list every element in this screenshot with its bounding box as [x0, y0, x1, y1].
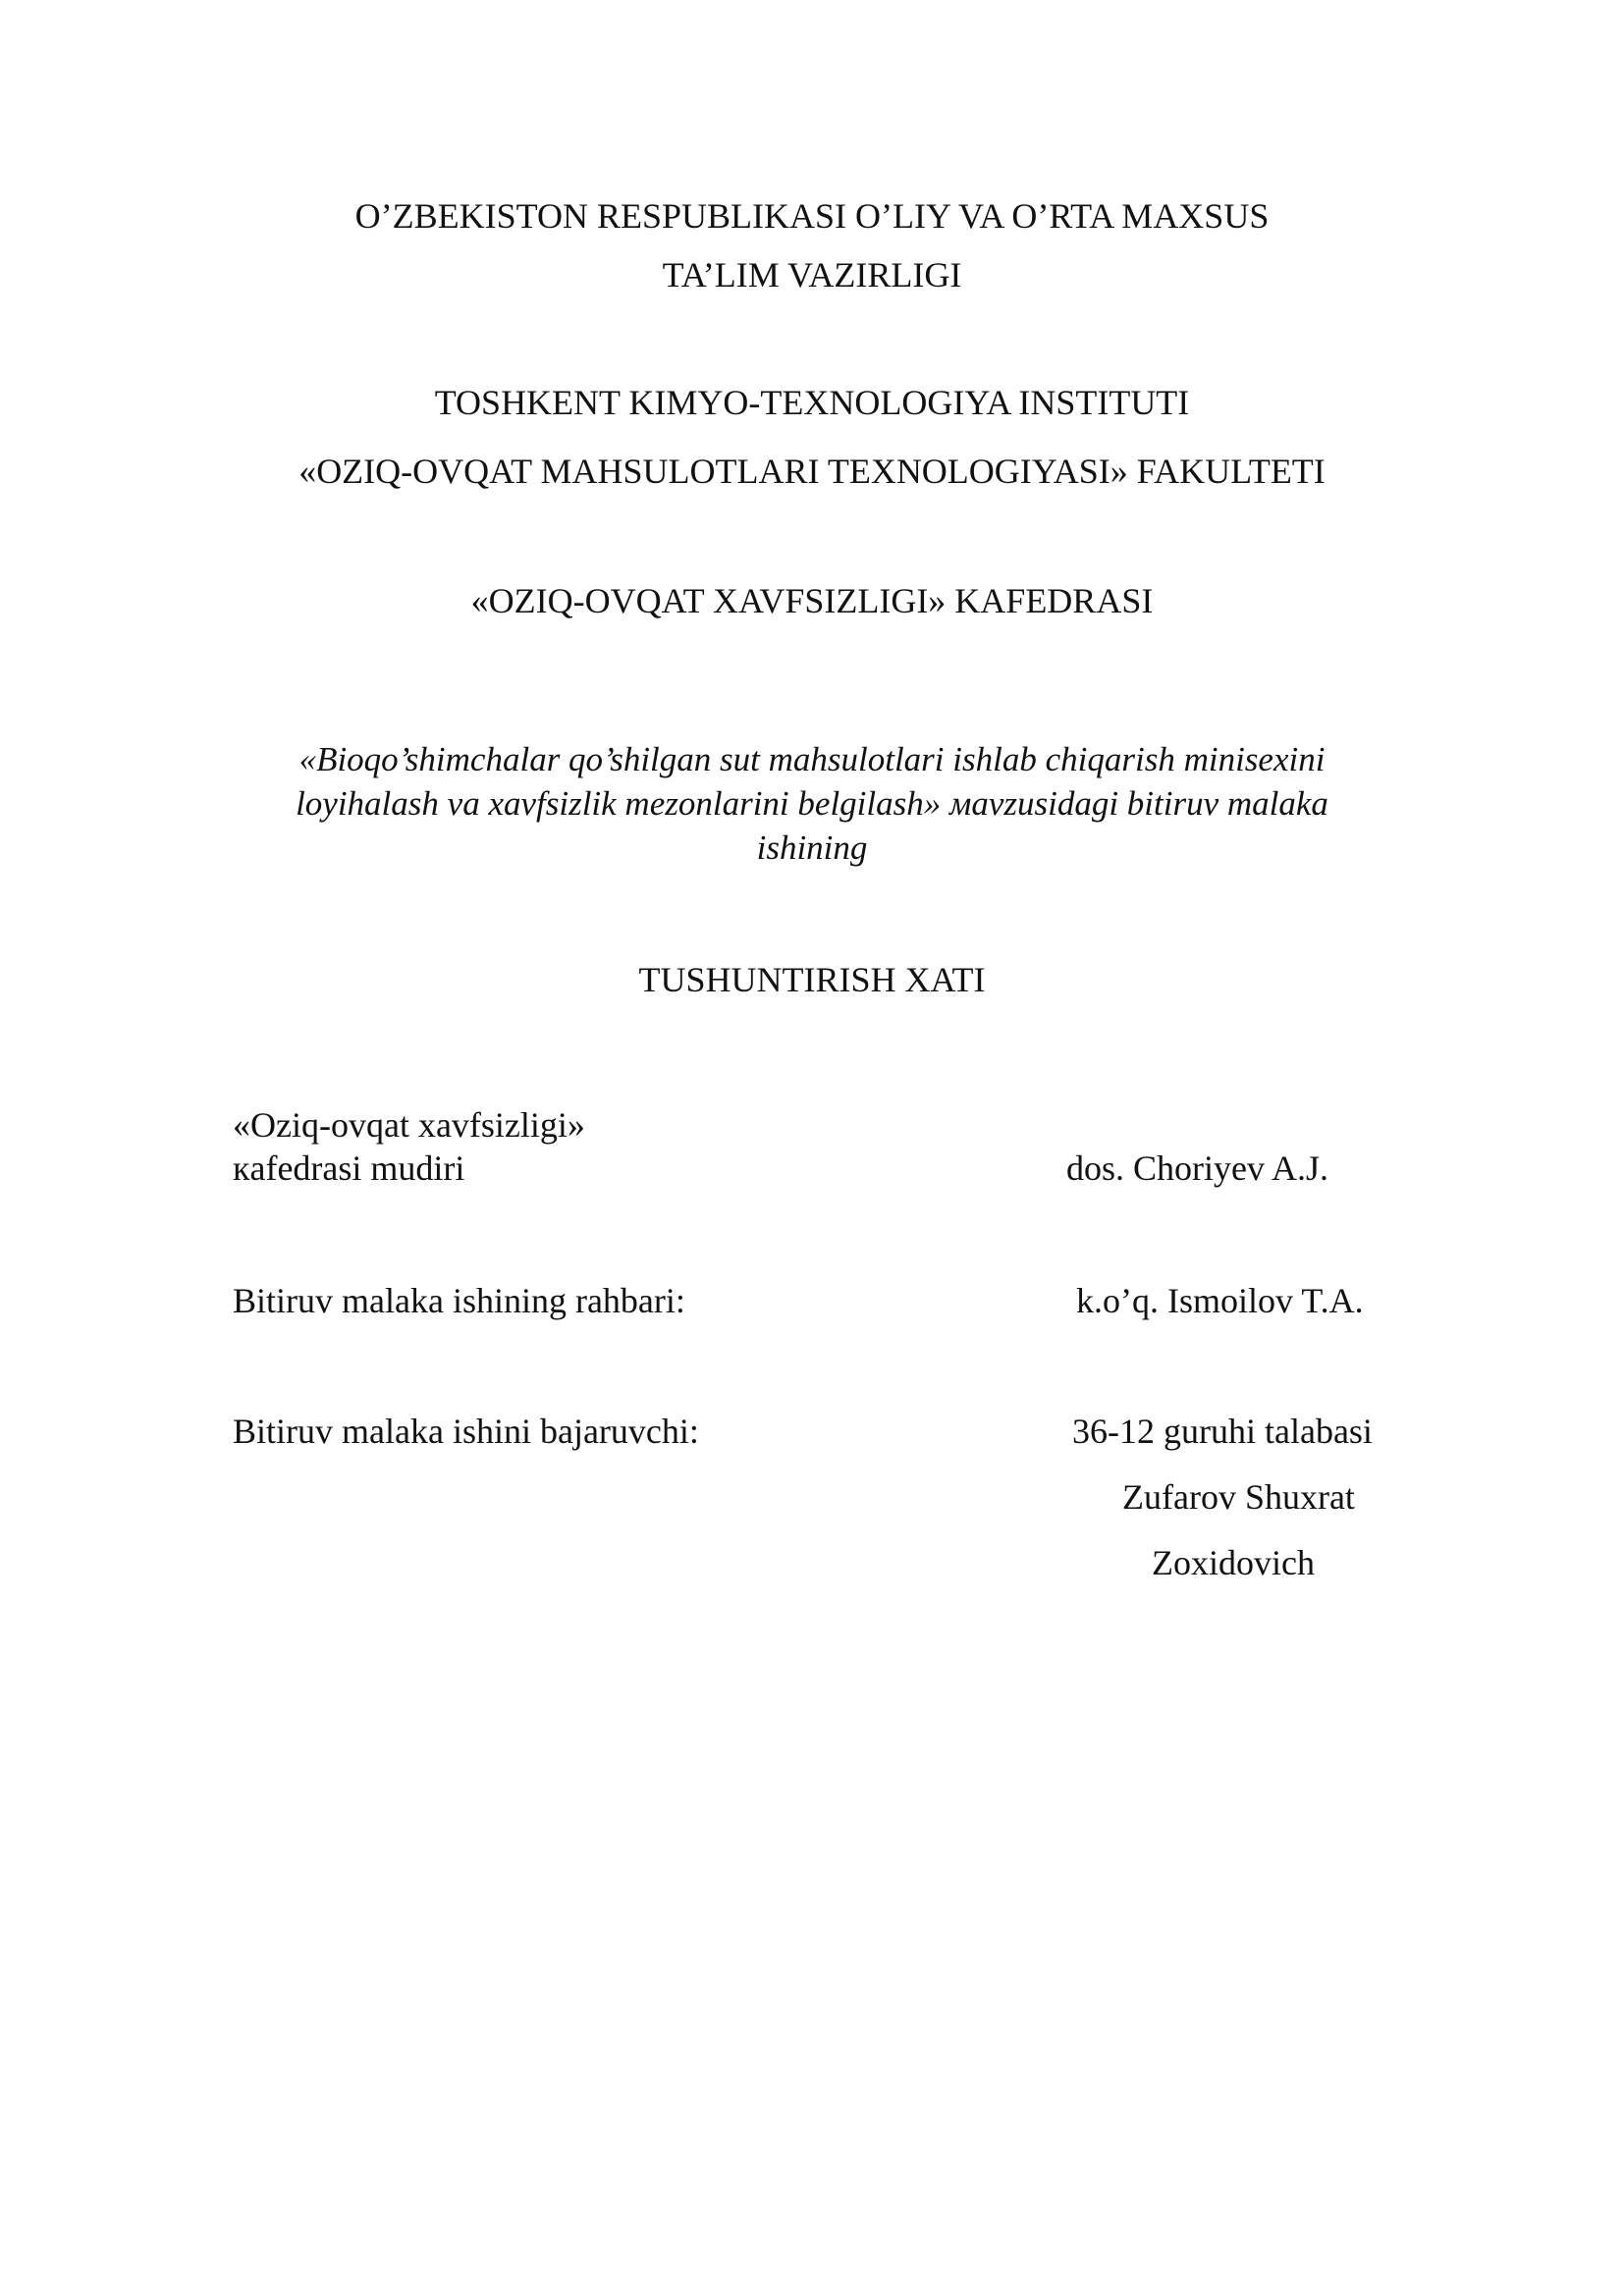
executor-group: 36-12 guruhi talabasi — [1072, 1412, 1373, 1451]
supervisor-name: k.o’q. Ismoilov T.A. — [1076, 1281, 1364, 1320]
topic-line-1: «Bioqo’shimchalar qo’shilgan sut mahsulotlari ishlab chiqarish minisexini — [298, 740, 1326, 778]
head-name: dos. Choriyev A.J. — [1066, 1148, 1329, 1188]
ministry-line-1: O’ZBEKISTON RESPUBLIKASI O’LIY VA O’RTA MAXSUS — [354, 196, 1270, 236]
supervisor-label: Bitiruv malaka ishining rahbari: — [233, 1281, 685, 1320]
head-label-line-2: кafedrasi mudiri — [233, 1148, 465, 1188]
executor-patronymic: Zoxidovich — [1152, 1543, 1315, 1582]
executor-label: Bitiruv malaka ishini bajaruvchi: — [233, 1412, 699, 1451]
department-name: «OZIQ-OVQAT XAVFSIZLIGI» KAFEDRASI — [470, 581, 1154, 620]
institute-name: TOSHKENT KIMYO-TEXNOLOGIYA INSTITUTI — [434, 383, 1190, 422]
executor-name: Zufarov Shuxrat — [1122, 1477, 1355, 1517]
topic-line-3: ishining — [756, 828, 868, 867]
faculty-name: «OZIQ-OVQAT MAHSULOTLARI TEXNOLOGIYASI» FAKULTETI — [298, 452, 1326, 491]
document-title: TUSHUNTIRISH XATI — [638, 960, 986, 999]
head-label-line-1: «Oziq-ovqat xavfsizligi» — [233, 1105, 585, 1145]
topic-line-2: loyihalash va xavfsizlik mezonlarini belgilash» мavzusidagi bitiruv malaka — [296, 784, 1328, 823]
ministry-line-2: TA’LIM VAZIRLIGI — [662, 255, 962, 294]
